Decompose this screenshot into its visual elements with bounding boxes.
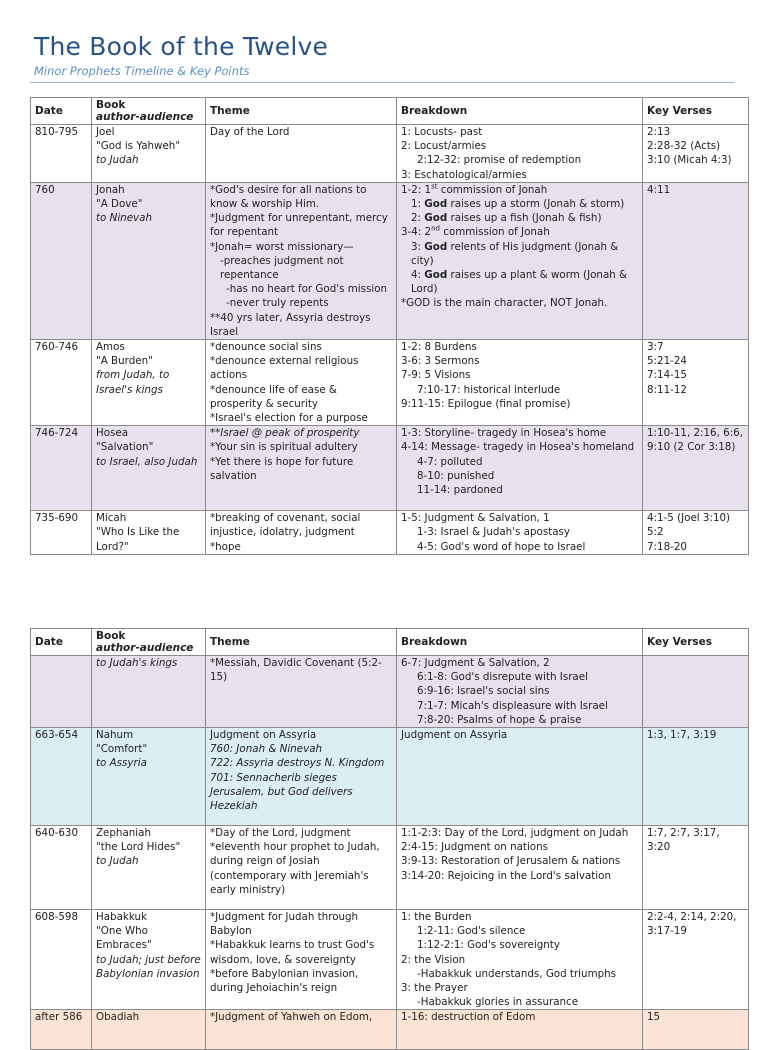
table-row (31, 910, 749, 1010)
table-row (31, 182, 749, 339)
theme-cell: *Messiah, Davidic Covenant (5:2-15) (206, 656, 397, 728)
breakdown-cell: 1-2: 8 Burdens 3-6: 3 Sermons 7-9: 5 Visions 7:10-17: historical interlude 9:11-15: Epilogue (final promise) (397, 340, 643, 426)
book-cell: Obadiah (92, 1010, 206, 1050)
date-cell (31, 656, 92, 728)
theme-cell: **Israel @ peak of prosperity *Your sin is spiritual adultery *Yet there is hope for future salvation (206, 426, 397, 511)
date-cell: 608-598 (31, 910, 92, 1010)
col-header-key-verses: Key Verses (643, 629, 749, 656)
theme-cell: *Judgment for Judah through Babylon *Habakkuk learns to trust God's wisdom, love, & sovereignty *before Babylonian invasion, during Jehoiachin's reign (206, 910, 397, 1010)
table-row (31, 1010, 749, 1050)
verses-cell: 1:10-11, 2:16, 6:6, 9:10 (2 Cor 3:18) (643, 426, 749, 511)
col-header-breakdown: Breakdown (397, 629, 643, 656)
date-cell: 746-724 (31, 426, 92, 511)
breakdown-cell: 1: Locusts- past 2: Locust/armies 2:12-32: promise of redemption 3: Eschatological/armies (397, 125, 643, 183)
table-row (31, 340, 749, 426)
page-title: The Book of the Twelve (34, 32, 329, 61)
col-header-theme: Theme (206, 629, 397, 656)
date-cell: 640-630 (31, 826, 92, 910)
col-header-theme: Theme (206, 98, 397, 125)
table-row (31, 125, 749, 183)
verses-cell: 15 (643, 1010, 749, 1050)
book-cell: Hosea "Salvation" to Israel, also Judah (92, 426, 206, 511)
breakdown-cell: 6-7: Judgment & Salvation, 2 6:1-8: God's disrepute with Israel 6:9-16: Israel's social sins 7:1-7: Micah's displeasure with Israel 7:8-20: Psalms of hope & praise (397, 656, 643, 728)
verses-cell (643, 656, 749, 728)
table-row (31, 728, 749, 826)
title-divider (30, 82, 734, 83)
breakdown-cell: 1-5: Judgment & Salvation, 1 1-3: Israel & Judah's apostasy 4-5: God's word of hope to Israel (397, 511, 643, 555)
breakdown-cell: Judgment on Assyria (397, 728, 643, 826)
verses-cell: 4:1-5 (Joel 3:10) 5:2 7:18-20 (643, 511, 749, 555)
table-row (31, 511, 749, 555)
col-header-date: Date (31, 98, 92, 125)
date-cell: 760-746 (31, 340, 92, 426)
verses-cell: 3:7 5:21-24 7:14-15 8:11-12 (643, 340, 749, 426)
col-header-key-verses: Key Verses (643, 98, 749, 125)
theme-cell: *Day of the Lord, judgment *eleventh hour prophet to Judah, during reign of Josiah (contemporary with Jeremiah's early ministry) (206, 826, 397, 910)
col-header-book: Book author-audience (92, 629, 206, 656)
table-row (31, 656, 749, 728)
col-header-book: Book author-audience (92, 98, 206, 125)
timeline-table-1 (30, 97, 749, 555)
table-header-row (31, 98, 749, 125)
breakdown-cell: 1-16: destruction of Edom (397, 1010, 643, 1050)
col-header-date: Date (31, 629, 92, 656)
date-cell: 663-654 (31, 728, 92, 826)
date-cell: 810-795 (31, 125, 92, 183)
breakdown-cell: 1-3: Storyline- tragedy in Hosea's home 4-14: Message- tragedy in Hosea's homeland 4-7: polluted 8-10: punished 11-14: pardoned (397, 426, 643, 511)
table-header-row (31, 629, 749, 656)
book-cell: to Judah's kings (92, 656, 206, 728)
book-cell: Habakkuk "One Who Embraces" to Judah; just before Babylonian invasion (92, 910, 206, 1010)
page-subtitle: Minor Prophets Timeline & Key Points (34, 64, 250, 78)
breakdown-cell: 1:1-2:3: Day of the Lord, judgment on Judah 2:4-15: Judgment on nations 3:9-13: Restoration of Jerusalem & nations 3:14-20: Rejoicing in the Lord's salvation (397, 826, 643, 910)
timeline-table-2 (30, 628, 749, 1050)
verses-cell: 2:2-4, 2:14, 2:20, 3:17-19 (643, 910, 749, 1010)
breakdown-cell: 1-2: 1st commission of Jonah 1: God raises up a storm (Jonah & storm) 2: God raises up a fish (Jonah & fish) 3-4: 2nd commission of Jonah 3: God relents of His judgment (Jonah & city) 4: God raises up a plant & worm (Jonah & Lord) *GOD is the main character, NOT Jonah. (397, 182, 643, 339)
breakdown-cell: 1: the Burden 1:2-11: God's silence 1:12-2:1: God's sovereignty 2: the Vision -Habakkuk understands, God triumphs 3: the Prayer -Habakkuk glories in assurance (397, 910, 643, 1010)
theme-cell: *Judgment of Yahweh on Edom, (206, 1010, 397, 1050)
date-cell: 760 (31, 182, 92, 339)
theme-cell: Judgment on Assyria 760: Jonah & Ninevah 722: Assyria destroys N. Kingdom 701: Sennacherib sieges Jerusalem, but God delivers Hezekiah (206, 728, 397, 826)
table-row (31, 826, 749, 910)
date-cell: 735-690 (31, 511, 92, 555)
book-cell: Nahum "Comfort" to Assyria (92, 728, 206, 826)
verses-cell: 4:11 (643, 182, 749, 339)
book-cell: Amos "A Burden" from Judah, to Israel's kings (92, 340, 206, 426)
theme-cell: *denounce social sins *denounce external religious actions *denounce life of ease & prosperity & security *Israel's election for a purpose (206, 340, 397, 426)
book-cell: Joel "God is Yahweh" to Judah (92, 125, 206, 183)
book-cell: Zephaniah "the Lord Hides" to Judah (92, 826, 206, 910)
theme-cell: Day of the Lord (206, 125, 397, 183)
book-cell: Micah "Who Is Like the Lord?" (92, 511, 206, 555)
date-cell: after 586 (31, 1010, 92, 1050)
table-row (31, 426, 749, 511)
theme-cell: *God's desire for all nations to know & worship Him. *Judgment for unrepentant, mercy for repentant *Jonah= worst missionary— -preaches judgment not repentance -has no heart for God's mission -never truly repents **40 yrs later, Assyria destroys Israel (206, 182, 397, 339)
book-cell: Jonah "A Dove" to Ninevah (92, 182, 206, 339)
theme-cell: *breaking of covenant, social injustice, idolatry, judgment *hope (206, 511, 397, 555)
verses-cell: 1:3, 1:7, 3:19 (643, 728, 749, 826)
col-header-breakdown: Breakdown (397, 98, 643, 125)
verses-cell: 1:7, 2:7, 3:17, 3:20 (643, 826, 749, 910)
verses-cell: 2:13 2:28-32 (Acts) 3:10 (Micah 4:3) (643, 125, 749, 183)
